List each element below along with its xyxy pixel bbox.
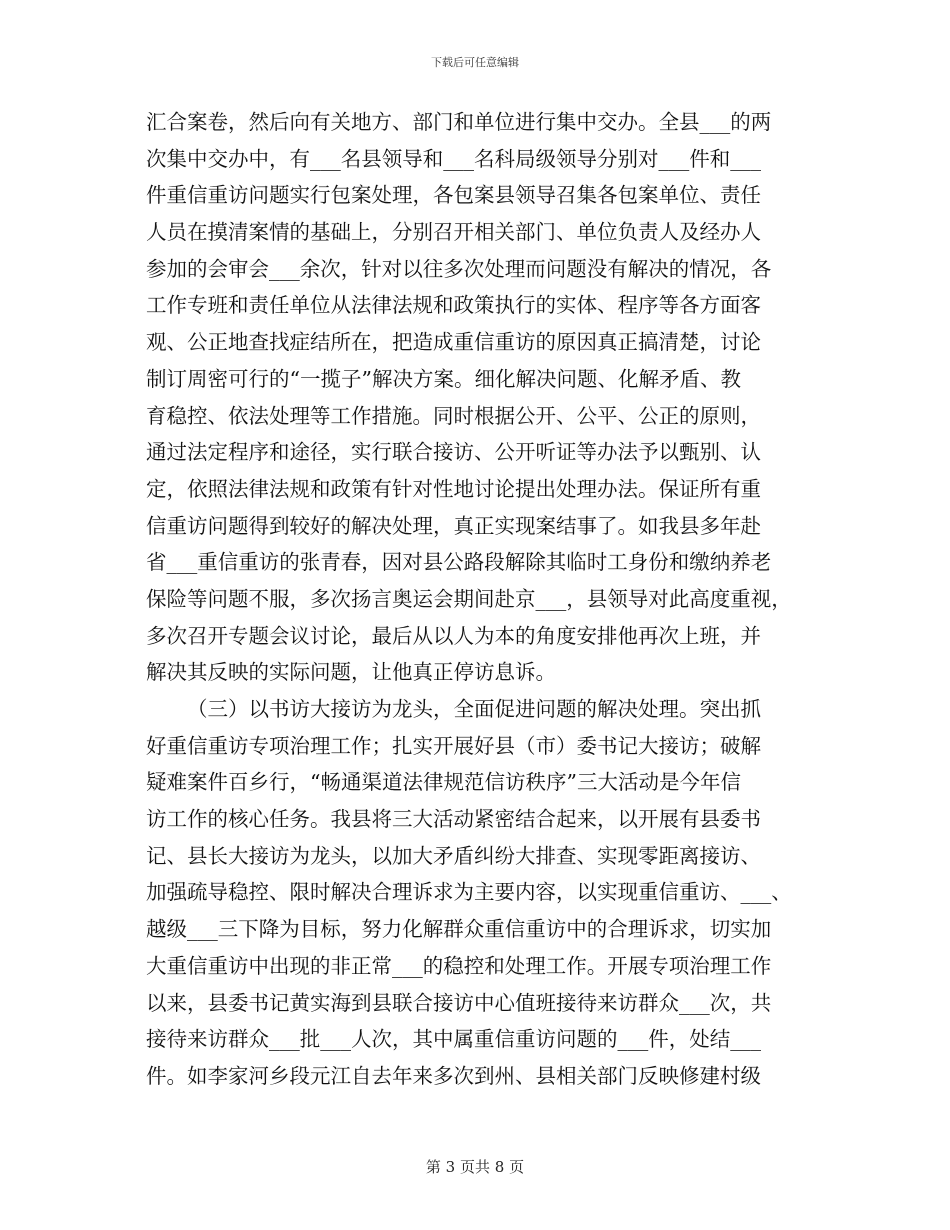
text-line: 通过法定程序和途径，实行联合接访、公开听证等办法予以甄别、认: [146, 440, 761, 465]
text-line: 大重信重访中出现的非正常___的稳控和处理工作。开展专项治理工作: [146, 953, 772, 978]
text-line: 工作专班和责任单位从法律法规和政策执行的实体、程序等各方面客: [146, 293, 761, 318]
text-line: 记、县长大接访为龙头，以加大矛盾纠纷大排查、实现零距离接访、: [146, 843, 761, 868]
text-line: 好重信重访专项治理工作；扎实开展好县（市）委书记大接访；破解: [146, 733, 761, 758]
text-line: 制订周密可行的“一揽子”解决方案。细化解决问题、化解矛盾、教: [146, 366, 741, 391]
text-line: 信重访问题得到较好的解决处理，真正实现案结事了。如我县多年赴: [146, 513, 761, 538]
text-line: 件。如李家河乡段元江自去年来多次到州、县相关部门反映修建村级: [146, 1063, 761, 1088]
text-line: 人员在摸清案情的基础上，分别召开相关部门、单位负责人及经办人: [146, 220, 761, 245]
text-line: 接待来访群众___批___人次，其中属重信重访问题的___件，处结___: [146, 1027, 761, 1052]
text-line: 越级___三下降为目标，努力化解群众重信重访中的合理诉求，切实加: [146, 917, 772, 942]
text-line: 定，依照法律法规和政策有针对性地讨论提出处理办法。保证所有重: [146, 476, 761, 501]
text-line: 次集中交办中，有___名县领导和___名科局级领导分别对___件和___: [146, 146, 761, 171]
text-line: 解决其反映的实际问题，让他真正停访息诉。: [146, 660, 556, 685]
text-line: 多次召开专题会议讨论，最后从以人为本的角度安排他再次上班，并: [146, 623, 761, 648]
text-line: 参加的会审会___余次，针对以往多次处理而问题没有解决的情况，各: [146, 256, 772, 281]
text-line: 件重信重访问题实行包案处理，各包案县领导召集各包案单位、责任: [146, 183, 761, 208]
text-line: 访工作的核心任务。我县将三大活动紧密结合起来，以开展有县委书: [146, 807, 761, 832]
text-line: （三）以书访大接访为龙头，全面促进问题的解决处理。突出抓: [187, 697, 761, 721]
text-line: 保险等问题不服，多次扬言奥运会期间赴京___，县领导对此高度重视，: [146, 586, 792, 611]
text-line: 以来，县委书记黄实海到县联合接访中心值班接待来访群众___次，共: [146, 990, 772, 1015]
text-line: 疑难案件百乡行，“畅通渠道法律规范信访秩序”三大活动是今年信: [146, 770, 741, 795]
text-line: 汇合案卷，然后向有关地方、部门和单位进行集中交办。全县___的两: [146, 110, 772, 134]
text-line: 观、公正地查找症结所在，把造成重信重访的原因真正搞清楚，讨论: [146, 330, 761, 355]
text-line: 省___重信重访的张青春，因对县公路段解除其临时工身份和缴纳养老: [146, 550, 772, 575]
text-line: 加强疏导稳控、限时解决合理诉求为主要内容，以实现重信重访、___、: [146, 880, 792, 905]
text-line: 育稳控、依法处理等工作措施。同时根据公开、公平、公正的原则，: [146, 403, 761, 428]
page-header: 下载后可任意编辑: [431, 56, 519, 69]
document-body: [146, 104, 806, 1095]
page-footer: 第 3 页共 8 页: [425, 1158, 525, 1176]
